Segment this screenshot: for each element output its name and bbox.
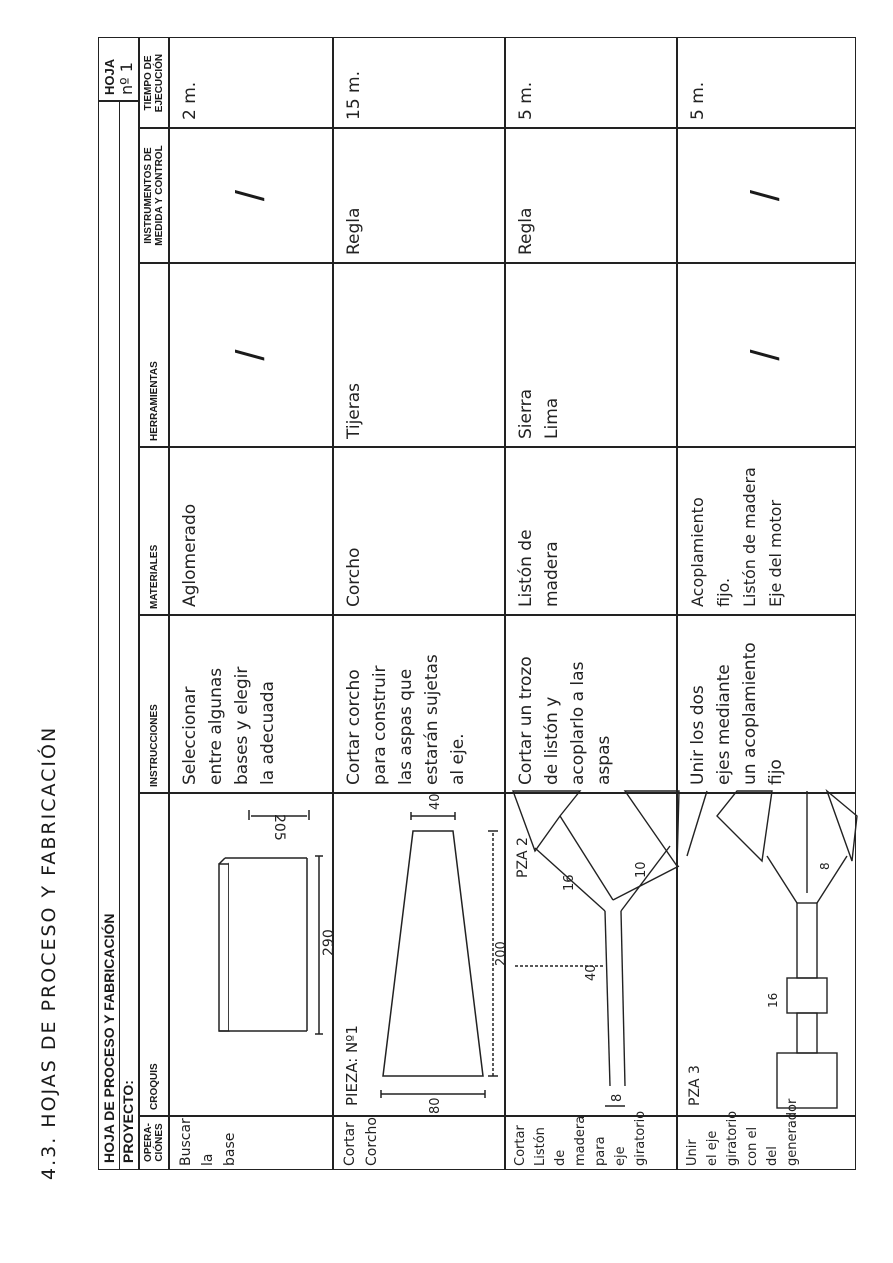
row3-instrucciones: Cortar un trozo de listón y acoplarlo a las aspas: [504, 614, 678, 794]
pieza1-dim-bottom: 80: [428, 1097, 443, 1114]
col-croquis: CROQUIS: [138, 792, 170, 1117]
sheet-number: nº 1: [117, 62, 136, 95]
pieza3-dim-b: 8: [818, 862, 832, 870]
col-operaciones: OPERA- CIÓNES: [138, 1115, 170, 1170]
col-tiempo: TIEMPO DE EJECUCIÓN: [138, 37, 170, 129]
row4-instrucciones: Unir los dos ejes mediante un acoplamiento fijo: [676, 614, 856, 794]
sketch-pieza2: [505, 791, 679, 1116]
row4-sketch: [676, 792, 856, 1117]
base-dim-a: 290: [321, 929, 337, 956]
pieza1-dim-top: 40: [428, 793, 443, 810]
sheet-number-cell: [98, 37, 140, 102]
sketch-pieza1: [333, 791, 507, 1116]
row1-sketch: [168, 792, 337, 1117]
base-dim-b: 205: [271, 814, 287, 841]
row4-herramientas: /: [676, 262, 856, 448]
row2-materiales: Corcho: [332, 446, 506, 616]
row2-instrucciones: Cortar corcho para construir las aspas que estarán sujetas al eje.: [332, 614, 506, 794]
row4-operacion: Unir el eje giratorio con el del generador: [676, 1115, 856, 1170]
col-instrucciones: INSTRUCCIONES: [138, 614, 170, 794]
pieza2-dim-c: 40: [584, 964, 599, 981]
row2-instrumentos: Regla: [332, 127, 506, 264]
project-label: PROYECTO:: [120, 1080, 136, 1163]
row3-operacion: Cortar Listón de madera para eje giratorio: [504, 1115, 678, 1170]
col-instrumentos: INSTRUMENTOS DE MEDIDA Y CONTROL: [138, 127, 170, 264]
pieza2-dim-d: 8: [610, 1093, 625, 1102]
row1-instrucciones: Seleccionar entre algunas bases y elegir la adecuada: [168, 614, 334, 794]
pieza1-dim-height: 200: [494, 941, 509, 966]
sketch-pieza3: [677, 791, 857, 1116]
row1-operacion: Buscar la base: [168, 1115, 334, 1170]
pieza2-dim-a: 16: [562, 874, 577, 891]
row3-sketch: [504, 792, 678, 1117]
sketch-base: [169, 791, 335, 1116]
row1-materiales: Aglomerado: [168, 446, 334, 616]
row2-operacion: Cortar Corcho: [332, 1115, 506, 1170]
project-cell: [118, 100, 140, 1170]
row1-instrumentos: /: [168, 127, 334, 264]
row3-instrumentos: Regla: [504, 127, 678, 264]
pieza1-label: PIEZA: Nº1: [343, 1025, 361, 1106]
row3-materiales: Listón de madera: [504, 446, 678, 616]
sheet-title: HOJA DE PROCESO Y FABRICACIÓN: [101, 913, 117, 1163]
col-materiales: MATERIALES: [138, 446, 170, 616]
row1-herramientas: /: [168, 262, 334, 448]
row2-tiempo: 15 m.: [332, 37, 506, 129]
sheet-label: HOJA: [102, 58, 117, 95]
row1-tiempo: 2 m.: [168, 37, 334, 129]
row4-tiempo: 5 m.: [676, 37, 856, 129]
process-sheet: [98, 37, 856, 1170]
pieza2-dim-b: 10: [634, 861, 649, 878]
row4-instrumentos: /: [676, 127, 856, 264]
row2-herramientas: Tijeras: [332, 262, 506, 448]
row4-materiales: Acoplamiento fijo. Listón de madera Eje del motor: [676, 446, 856, 616]
row2-sketch: [332, 792, 509, 1117]
section-heading: 4.3. HOJAS DE PROCESO Y FABRICACIÓN: [38, 725, 60, 1180]
row3-herramientas: Sierra Lima: [504, 262, 678, 448]
row3-tiempo: 5 m.: [504, 37, 678, 129]
pieza3-label: PZA 3: [687, 1065, 703, 1106]
col-herramientas: HERRAMIENTAS: [138, 262, 170, 448]
pieza3-dim-a: 16: [766, 992, 780, 1008]
sheet-title-cell: [98, 100, 120, 1170]
pieza2-label: PZA 2: [515, 837, 531, 878]
